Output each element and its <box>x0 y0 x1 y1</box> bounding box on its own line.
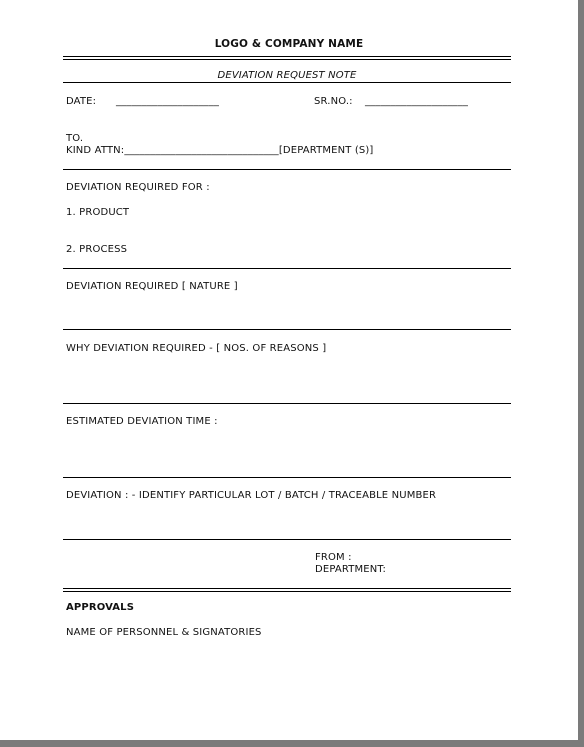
department-suffix: [DEPARTMENT (S)] <box>278 145 374 156</box>
product-option: 1. PRODUCT <box>66 207 130 218</box>
divider-6 <box>63 539 511 540</box>
personnel-label: NAME OF PERSONNEL & SIGNATORIES <box>66 627 262 638</box>
attn-label: KIND ATTN: <box>66 145 125 156</box>
why-label: WHY DEVIATION REQUIRED - [ NOS. OF REASONS ] <box>66 343 327 354</box>
header-divider <box>63 56 511 60</box>
from-label: FROM : <box>315 552 352 563</box>
divider-2 <box>63 268 511 269</box>
srno-label: SR.NO.: <box>314 96 353 107</box>
time-label: ESTIMATED DEVIATION TIME : <box>66 416 218 427</box>
divider-4 <box>63 403 511 404</box>
identify-label: DEVIATION : - IDENTIFY PARTICULAR LOT / BATCH / TRACEABLE NUMBER <box>66 490 437 501</box>
date-field[interactable]: ____________________ <box>116 96 219 107</box>
divider-3 <box>63 329 511 330</box>
attn-line <box>66 145 373 157</box>
company-name: LOGO & COMPANY NAME <box>214 38 364 50</box>
to-label: TO. <box>66 133 84 144</box>
divider-1 <box>63 169 511 170</box>
required-for-label: DEVIATION REQUIRED FOR : <box>66 182 210 193</box>
process-option: 2. PROCESS <box>66 244 128 255</box>
title-divider <box>63 82 511 83</box>
approvals-divider <box>63 588 511 592</box>
attn-field[interactable]: ______________________________ <box>124 145 279 156</box>
approvals-heading: APPROVALS <box>66 602 135 613</box>
date-label: DATE: <box>66 96 97 107</box>
form-title: DEVIATION REQUEST NOTE <box>217 70 357 81</box>
from-department-label: DEPARTMENT: <box>315 564 387 575</box>
divider-5 <box>63 477 511 478</box>
nature-label: DEVIATION REQUIRED [ NATURE ] <box>66 281 238 292</box>
srno-field[interactable]: ____________________ <box>365 96 468 107</box>
